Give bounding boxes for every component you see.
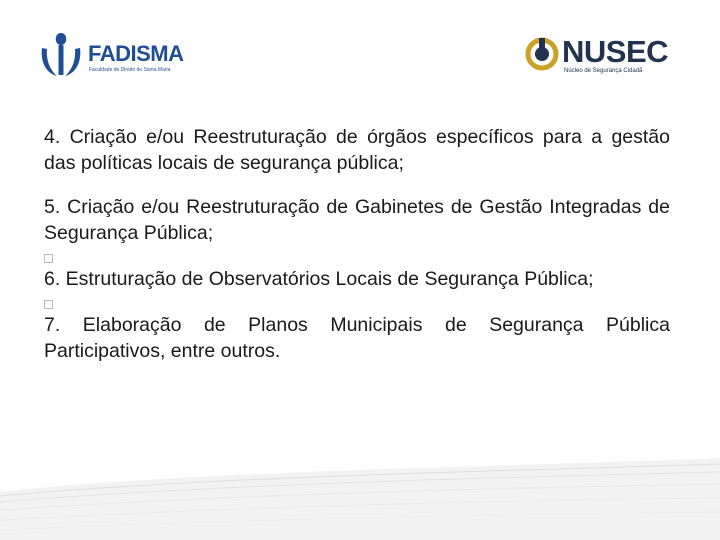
bullet-box-icon <box>44 254 53 263</box>
bullet-box-icon <box>44 300 53 309</box>
list-item: 5. Criação e/ou Reestruturação de Gabinetes de Gestão Integradas de Segurança Pública; <box>44 196 670 244</box>
decorative-swoosh <box>0 450 720 540</box>
slide-content <box>44 124 670 364</box>
nusec-logo-tagline: Núcleo de Segurança Cidadã <box>564 68 643 74</box>
fadisma-emblem-icon <box>38 30 84 78</box>
fadisma-logo-tagline: Faculdade de Direito de Santa Maria <box>89 67 171 73</box>
fadisma-logo-name: FADISMA <box>88 41 184 66</box>
list-item: 6. Estruturação de Observatórios Locais de Segurança Pública; <box>44 268 594 290</box>
list-item: 7. Elaboração de Planos Municipais de Segurança Pública Participativos, entre outros. <box>44 314 670 362</box>
nusec-emblem-icon <box>524 34 560 74</box>
nusec-logo-name: NUSEC <box>562 34 669 69</box>
list-item: 4. Criação e/ou Reestruturação de órgãos específicos para a gestão das políticas locais de segurança pública; <box>44 126 670 174</box>
nusec-logo <box>524 30 684 78</box>
fadisma-logo <box>38 30 188 78</box>
